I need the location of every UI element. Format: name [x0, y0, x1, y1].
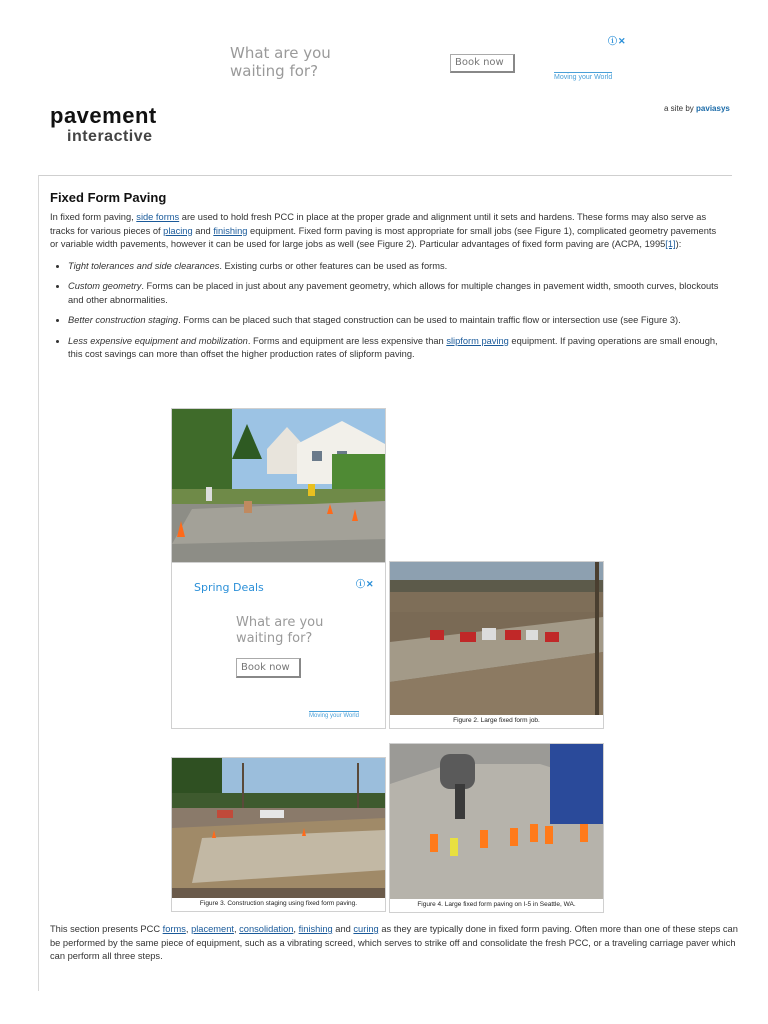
closing-text: and [332, 924, 354, 934]
ad-brand-link[interactable]: Moving your World [309, 713, 359, 719]
advantages-list [50, 260, 725, 362]
closing-paragraph [50, 923, 740, 964]
logo-line-pavement: pavement [50, 103, 157, 128]
intro-text: and [192, 225, 214, 236]
link-side-forms[interactable]: side forms [136, 212, 180, 222]
list-item [68, 314, 725, 328]
ad-choices-close-icon[interactable]: ⓘ✕ [356, 579, 375, 589]
site-by-credit[interactable] [664, 104, 730, 113]
list-item [68, 260, 725, 274]
advantage-text: . Forms can be placed in just about any pavement geometry, which allows for multiple changes in pavement width, smooth curves, blockouts and other abnormalities. [68, 281, 719, 305]
link-placing[interactable]: placing [163, 225, 193, 236]
link-finishing[interactable]: finishing [298, 924, 333, 934]
figure-4 [389, 743, 604, 913]
logo-line-interactive: interactive [67, 128, 153, 145]
ad-book-now-button[interactable]: Book now [450, 54, 515, 73]
link-consolidation[interactable]: consolidation [239, 924, 294, 934]
ad-tagline: What are you waiting for? [230, 44, 331, 80]
closing-paragraph-block [50, 923, 740, 964]
figure-1-photo [172, 409, 385, 562]
intro-paragraph [50, 211, 725, 252]
intro-text: In fixed form paving, [50, 212, 137, 222]
link-forms[interactable]: forms [162, 924, 186, 934]
top-advertisement[interactable] [228, 36, 628, 86]
article-body [50, 190, 725, 369]
closing-text: , [185, 924, 192, 934]
site-by-brand[interactable]: paviasys [696, 104, 730, 113]
closing-text: , [293, 924, 299, 934]
figure-2-caption: Figure 2. Large fixed form job. [453, 717, 540, 724]
ad-headline: Spring Deals [194, 581, 264, 594]
advantage-text: . Forms can be placed such that staged construction can be used to maintain traffic flow or intersection use (see Figure 3). [178, 315, 681, 325]
advantage-term: Tight tolerances and side clearances [68, 260, 220, 271]
link-placement[interactable]: placement [191, 924, 234, 934]
inline-advertisement[interactable] [171, 562, 386, 729]
advantage-term: Less expensive equipment and mobilization [68, 335, 248, 346]
intro-text: equipment. Fixed form paving is most appropriate for small jobs (see Figure 1), complicated geometry pavements or variable width pavements, however it can be used for large jobs as well (see Figure 2). Particular advantages of fixed form paving are (ACPA, 1995 [50, 225, 717, 249]
link-curing[interactable]: curing [353, 924, 379, 934]
reference-link[interactable]: [1] [665, 239, 676, 249]
figure-3-photo [172, 758, 385, 898]
intro-text: ): [675, 239, 682, 249]
advantage-text: . Forms and equipment are less expensive than [247, 335, 447, 346]
advantage-term: Better construction staging [68, 315, 179, 325]
figure-4-caption: Figure 4. Large fixed form paving on I-5 in Seattle, WA. [417, 901, 576, 908]
site-logo[interactable] [50, 104, 157, 146]
intro-text: are used to hold fresh PCC in place at the proper grade and alignment until it sets and hardens. These forms may also serve as tracks for various pieces of [50, 212, 707, 236]
figure-2-photo [390, 562, 603, 715]
figure-3-caption: Figure 3. Construction staging using fixed form paving. [199, 900, 358, 907]
figure-1 [171, 408, 386, 576]
link-slipform-paving[interactable]: slipform paving [446, 335, 509, 346]
page-title: Fixed Form Paving [50, 190, 167, 205]
closing-text: This section presents PCC [50, 924, 163, 934]
link-finishing[interactable]: finishing [213, 225, 248, 236]
ad-tagline: What are you waiting for? [236, 615, 324, 646]
closing-text: , [233, 924, 240, 934]
advantage-term: Custom geometry [68, 281, 142, 291]
ad-book-now-button[interactable]: Book now [236, 658, 301, 678]
figure-3 [171, 757, 386, 912]
figure-2 [389, 561, 604, 729]
content-left-border [38, 175, 39, 991]
ad-choices-close-icon[interactable]: ⓘ✕ [608, 36, 627, 46]
header-divider [38, 175, 732, 176]
advantage-text: . Existing curbs or other features can be used as forms. [219, 260, 448, 271]
closing-text: as they are typically done in fixed form paving. Often more than one of these steps can be performed by the same piece of equipment, such as a vibrating screed, which serves to strike off and consolidate the fresh PCC, or a traveling carriage paver which can perform all three steps. [50, 924, 738, 961]
advantage-text: equipment. If paving operations are small enough, this cost savings can more than offset the higher production rates of slipform paving. [68, 335, 718, 359]
list-item [68, 280, 725, 307]
list-item [68, 335, 725, 362]
ad-brand-link[interactable]: Moving your World [554, 74, 613, 81]
site-by-prefix: a site by [664, 104, 694, 113]
figure-4-photo [390, 744, 603, 899]
